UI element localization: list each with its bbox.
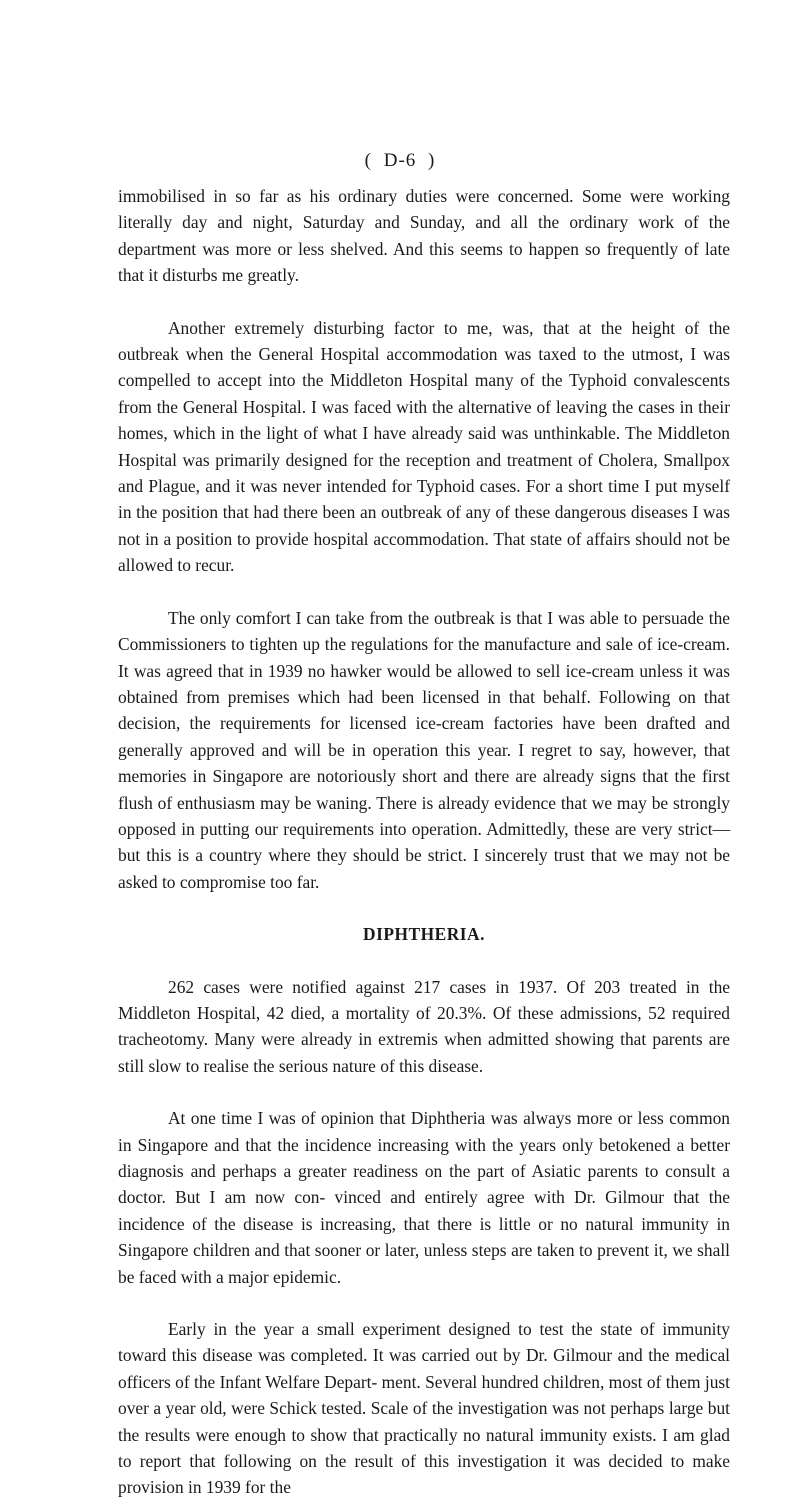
paragraph-diphtheria-incidence: At one time I was of opinion that Diphtheria was always more or less common in Singapore and that the incidence increasing with the years only betokened a better diagnosis and perhaps a greater readiness on the part of Asiatic parents to consult a doctor. But I am now con- vinced and entirely agree with Dr. Gilmour that the incidence of the disease is increasing, that there is little or no natural immunity in Singapore children and that sooner or later, unless steps are taken to prevent it, we shall be faced with a major epidemic. bbox=[118, 1108, 730, 1287]
paragraph-ice-cream-regulations: The only comfort I can take from the outbreak is that I was able to persuade the Commissioners to tighten up the regulations for the manufacture and sale of ice-cream. It was agreed that in 1939 no hawker would be allowed to sell ice-cream unless it was obtained from premises which had been licensed in that behalf. Following on that decision, the requirements for licensed ice-cream factories have been drafted and generally approved and will be in operation this year. I regret to say, however, that memories in Singapore are notoriously short and there are already signs that the first flush of enthusiasm may be waning. There is already evidence that we may be strongly opposed in putting our requirements into operation. Admittedly, these are very strict—but this is a country where they should be strict. I sincerely trust that we may not be asked to compromise too far. bbox=[118, 607, 730, 892]
paragraph-continuation: immobilised in so far as his ordinary duties were concerned. Some were working literally day and night, Saturday and Sunday, and all the ordinary work of the department was more or less shelved. And this seems to happen so frequently of late that it disturbs me greatly. bbox=[118, 186, 730, 286]
page-number: ( D-6 ) bbox=[364, 150, 436, 171]
section-heading-diphtheria: DIPHTHERIA. bbox=[363, 924, 485, 945]
paragraph-immunity-experiment: Early in the year a small experiment designed to test the state of immunity toward this disease was completed. It was carried out by Dr. Gilmour and the medical officers of the Infant Welfare Depart- ment. Several hundred children, most of them just over a year old, were Schick tested. Scale of the investigation was not perhaps large but the results were enough to show that practically no natural immunity exists. I am glad to report that following on the result of this investigation it was decided to make provision in 1939 for the bbox=[118, 1319, 730, 1498]
paragraph-hospital-accommodation: Another extremely disturbing factor to me, was, that at the height of the outbreak when the General Hospital accommodation was taxed to the utmost, I was compelled to accept into the Middleton Hospital many of the Typhoid convalescents from the General Hospital. I was faced with the alternative of leaving the cases in their homes, which in the light of what I have already said was unthinkable. The Middleton Hospital was primarily designed for the reception and treatment of Cholera, Smallpox and Plague, and it was never intended for Typhoid cases. For a short time I put myself in the position that had there been an outbreak of any of these dangerous diseases I was not in a position to provide hospital accommodation. That state of affairs should not be allowed to recur. bbox=[118, 317, 730, 576]
paragraph-diphtheria-cases: 262 cases were notified against 217 cases in 1937. Of 203 treated in the Middleton Hospital, 42 died, a mortality of 20.3%. Of these admissions, 52 required tracheotomy. Many were already in extremis when admitted showing that parents are still slow to realise the serious nature of this disease. bbox=[118, 976, 730, 1076]
body-text bbox=[118, 183, 730, 1501]
